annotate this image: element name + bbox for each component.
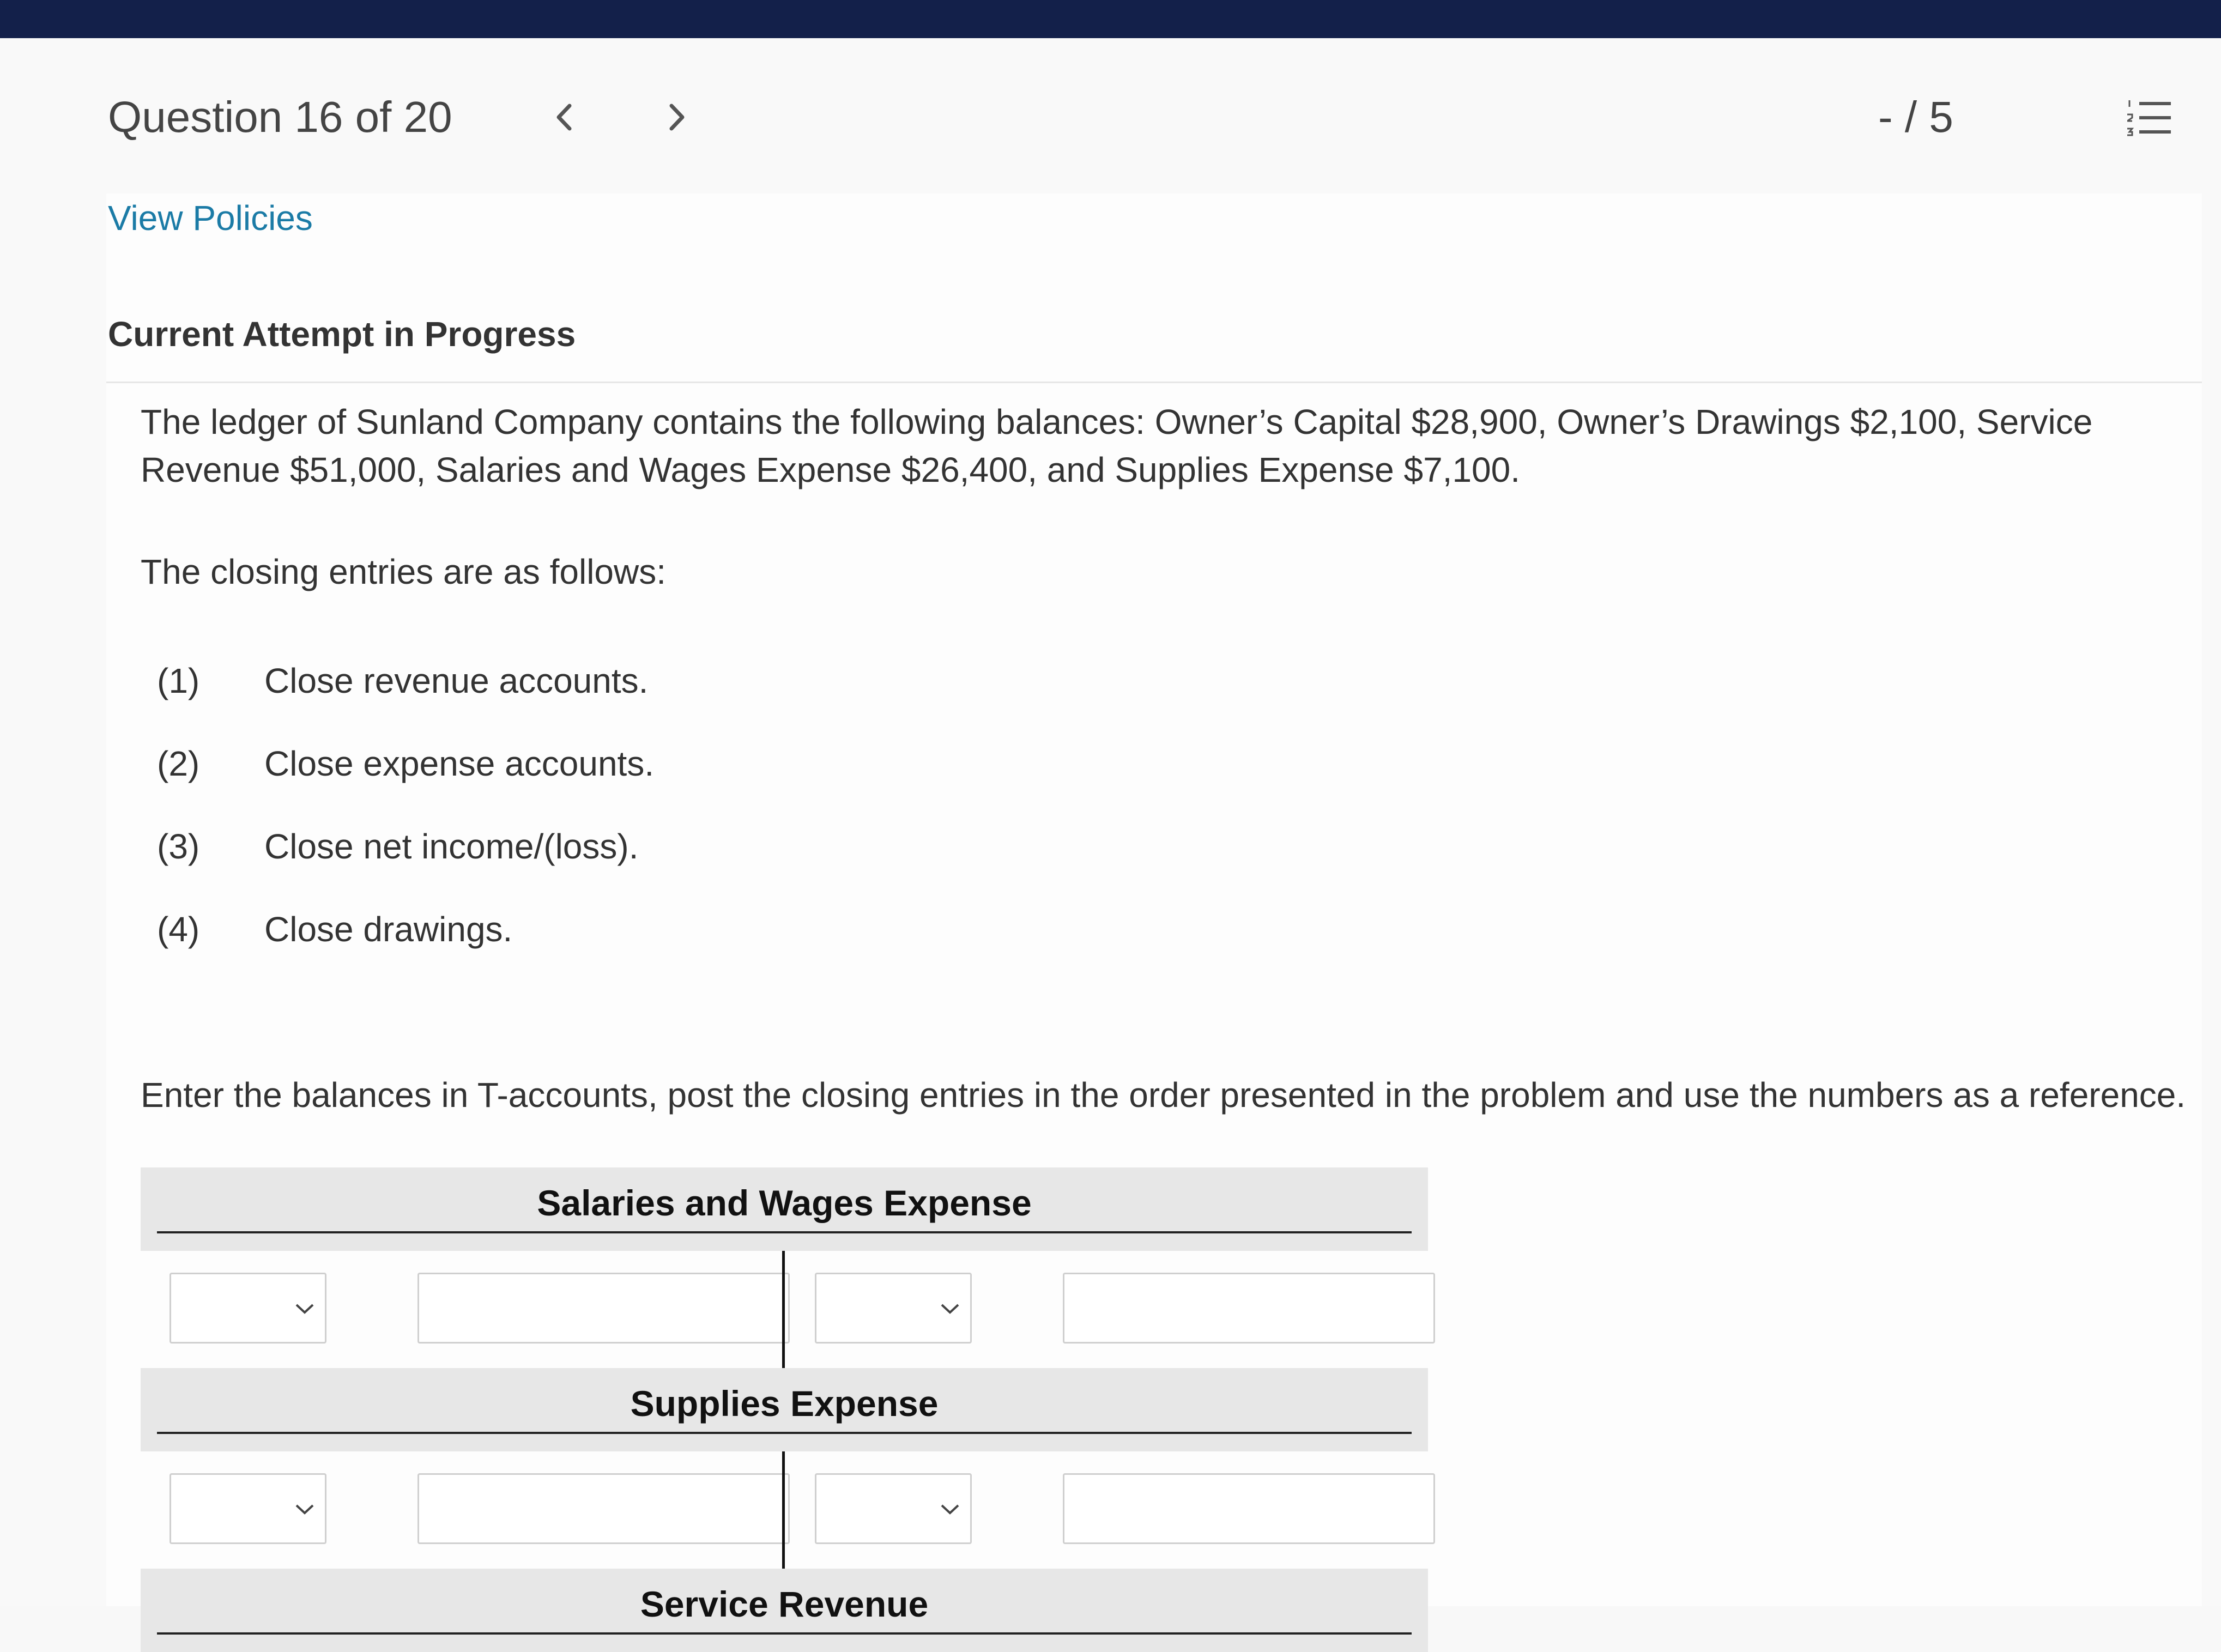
chevron-down-icon [940, 1502, 960, 1516]
instruction-text: Enter the balances in T-accounts, post the closing entries in the order presented in the problem and use the numbers as a reference. [141, 1075, 2186, 1115]
entry-number: (1) [157, 661, 200, 700]
entry-number: (3) [157, 827, 200, 866]
t-account-rule [157, 1632, 1412, 1635]
list-item [157, 905, 512, 953]
list-item [157, 657, 648, 705]
top-bar [0, 0, 2221, 38]
t-account-title: Salaries and Wages Expense [537, 1183, 1032, 1223]
t-account-title: Supplies Expense [630, 1383, 939, 1424]
t-account-header [141, 1569, 1428, 1652]
problem-statement: The ledger of Sunland Company contains the following balances: Owner’s Capital $28,900, Owner’s Drawings $2,100, Service Revenue $51,000, Salaries and Wages Expense $26,400, and Supplies Expense $7,100. [141, 402, 2093, 489]
entry-number: (2) [157, 744, 200, 783]
question-counter: Question 16 of 20 [108, 93, 452, 141]
chevron-down-icon [294, 1302, 315, 1316]
question-content [106, 193, 2202, 1624]
t-account-header [141, 1167, 1428, 1251]
section-divider [106, 382, 2202, 383]
previous-question-button[interactable] [547, 99, 583, 135]
question-list-button[interactable] [2127, 98, 2172, 137]
entry-text: Close drawings. [264, 910, 513, 949]
t-account-title: Service Revenue [640, 1584, 929, 1624]
chevron-right-icon [658, 99, 694, 135]
list-item [157, 822, 638, 870]
next-question-button[interactable] [658, 99, 694, 135]
chevron-down-icon [294, 1502, 315, 1516]
t-account-divider [782, 1251, 785, 1368]
t-account-body [141, 1251, 1428, 1368]
t-account-divider [782, 1451, 785, 1569]
entry-number: (4) [157, 910, 200, 949]
entry-text: Close net income/(loss). [264, 827, 639, 866]
question-score: - / 5 [1878, 93, 1953, 141]
t-account-rule [157, 1432, 1412, 1434]
debit-reference-select[interactable] [170, 1273, 326, 1344]
closing-entries-intro: The closing entries are as follows: [141, 552, 666, 591]
list-item [157, 740, 654, 788]
credit-amount-input[interactable] [1063, 1473, 1435, 1544]
question-header [108, 87, 2179, 147]
credit-reference-select[interactable] [815, 1273, 972, 1344]
t-account-header [141, 1368, 1428, 1451]
chevron-down-icon [940, 1302, 960, 1316]
numbered-list-icon [2127, 98, 2172, 137]
entry-text: Close expense accounts. [264, 744, 655, 783]
debit-amount-input[interactable] [417, 1273, 790, 1344]
attempt-status: Current Attempt in Progress [108, 314, 576, 354]
credit-reference-select[interactable] [815, 1473, 972, 1544]
t-account-body [141, 1451, 1428, 1569]
chevron-left-icon [547, 99, 583, 135]
credit-amount-input[interactable] [1063, 1273, 1435, 1344]
debit-reference-select[interactable] [170, 1473, 326, 1544]
entry-text: Close revenue accounts. [264, 661, 649, 700]
t-account-rule [157, 1231, 1412, 1233]
debit-amount-input[interactable] [417, 1473, 790, 1544]
view-policies-link[interactable]: View Policies [108, 198, 313, 238]
